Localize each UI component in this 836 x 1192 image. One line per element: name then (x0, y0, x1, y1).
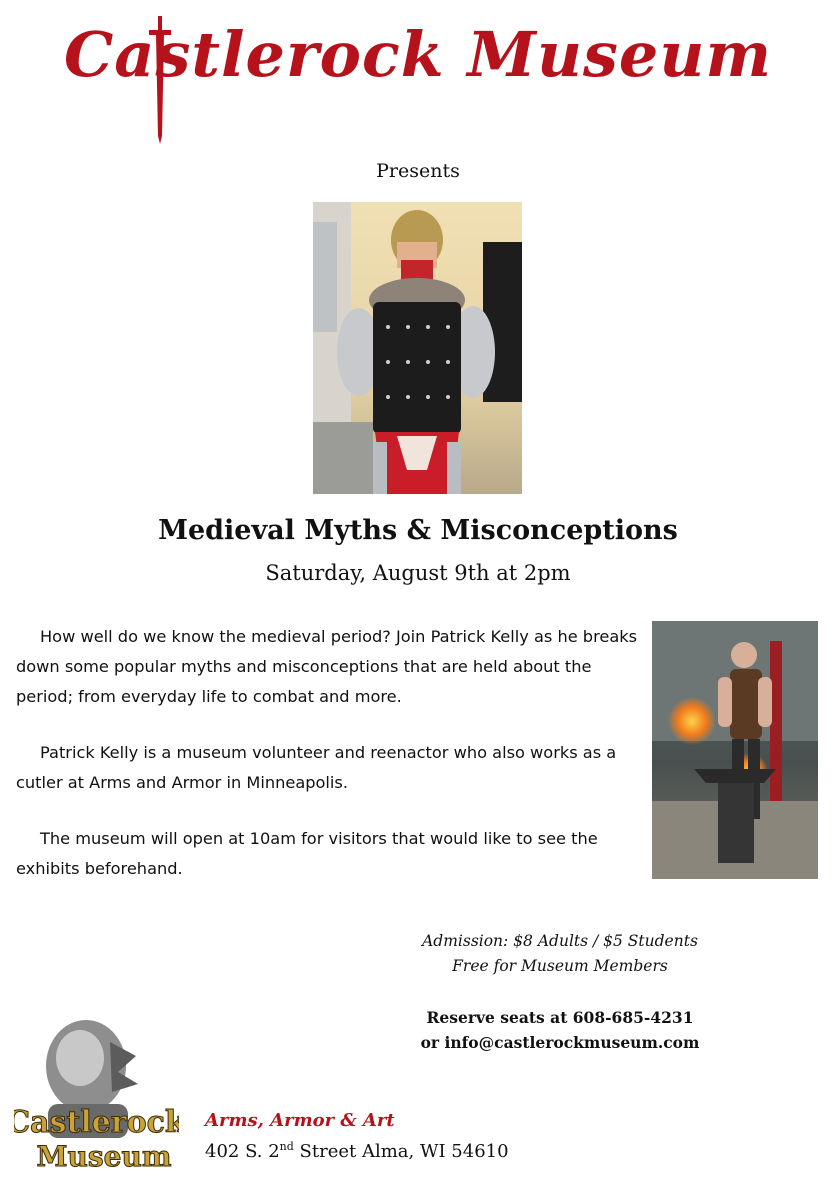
presents-label: Presents (376, 160, 460, 182)
admission-members: Free for Museum Members (452, 957, 668, 975)
footer-address: 402 S. 2nd Street Alma, WI 54610 (205, 1140, 509, 1162)
footer-logo-line1: Castlerock (14, 1105, 179, 1140)
museum-logo (0, 18, 836, 91)
knight-photo (313, 202, 522, 494)
reserve-email: or info@castlerockmuseum.com (420, 1033, 700, 1052)
logo-text: Castlerock Museum (63, 18, 773, 91)
reservation-info (380, 1005, 740, 1055)
opening-hours-paragraph: The museum will open at 10am for visitors that would like to see the exhibits beforehand. (16, 829, 598, 878)
reserve-phone: Reserve seats at 608-685-4231 (426, 1008, 694, 1027)
footer-logo (14, 1012, 179, 1180)
description-paragraph: How well do we know the medieval period? Join Patrick Kelly as he breaks down some popular myths and misconceptions that are held about the period; from everyday life to combat and more. (16, 627, 638, 706)
blacksmith-photo (652, 621, 818, 879)
footer-logo-line2: Museum (36, 1140, 172, 1173)
event-title: Medieval Myths & Misconceptions (158, 515, 678, 546)
event-date: Saturday, August 9th at 2pm (265, 561, 571, 585)
admission-price: Admission: $8 Adults / $5 Students (422, 932, 698, 950)
speaker-bio-paragraph: Patrick Kelly is a museum volunteer and reenactor who also works as a cutler at Arms and Armor in Minneapolis. (16, 743, 617, 792)
footer-tagline: Arms, Armor & Art (205, 1110, 395, 1131)
admission-info (380, 929, 740, 979)
